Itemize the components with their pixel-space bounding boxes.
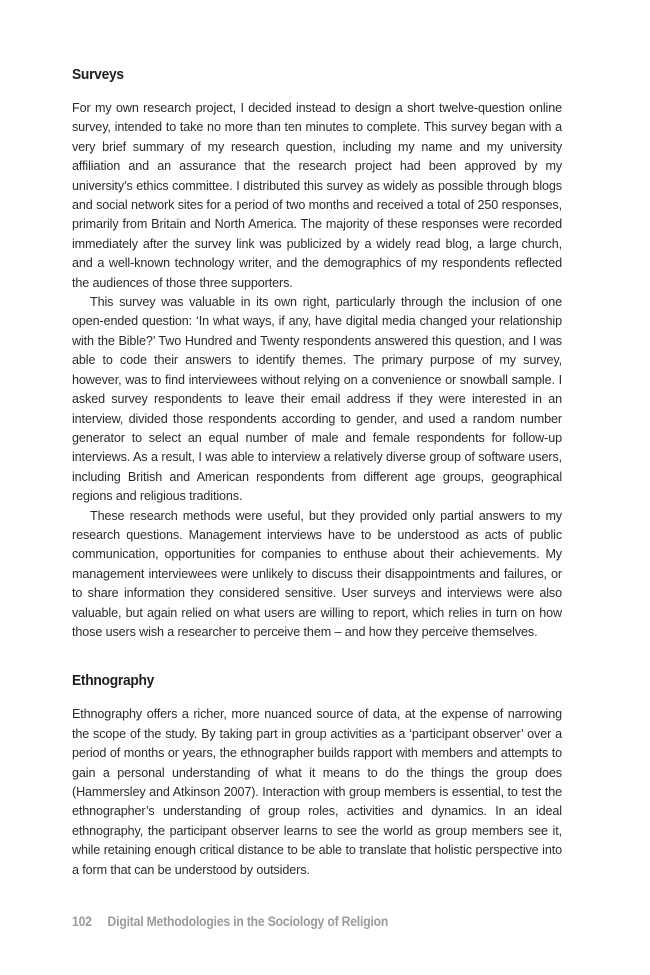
paragraph: For my own research project, I decided instead to design a short twelve-question online survey, intended to take no more than ten minutes to complete. This survey began with a very brief summary of my research question, including my name and my university affiliation and an assurance that the research project had been approved by my university’s ethics committee. I distributed this survey as widely as possible through blogs and social network sites for a period of two months and received a total of 250 responses, primarily from Britain and North America. The majority of these responses were recorded immediately after the survey link was publicized by a widely read blog, a large church, and a well-known technology writer, and the demographics of my respondents reflected the audiences of those three supporters.	[72, 101, 562, 290]
section-spacer	[72, 642, 562, 670]
running-footer	[72, 914, 522, 929]
paragraph: This survey was valuable in its own right, particularly through the inclusion of one open-ended question: ‘In what ways, if any, have digital media changed your relationship with the Bible?’ Two Hundred and Twenty respondents answered this question, and I was able to code their answers to identify themes. The primary purpose of my survey, however, was to find interviewees without relying on a convenience or snowball sample. I asked survey respondents to leave their email address if they were interested in an interview, divided those respondents according to gender, and used a random number generator to select an equal number of male and female respondents for follow-up interviews. As a result, I was able to interview a relatively diverse group of software users, including British and American respondents from different age groups, geographical regions and religious traditions.	[72, 295, 562, 504]
section-heading-surveys: Surveys	[72, 66, 124, 83]
book-title: Digital Methodologies in the Sociology of Religion	[107, 914, 389, 929]
page-number: 102	[72, 914, 92, 929]
paragraph: These research methods were useful, but they provided only partial answers to my research questions. Management interviews have to be understood as acts of public communication, opportunities for companies to enthuse about their achievements. My management interviewees were unlikely to discuss their disappointments and failures, or to share information they considered sensitive. User surveys and interviews were also valuable, but again relied on what users are willing to report, which relies in turn on how those users wish a researcher to perceive them – and how they perceive themselves.	[72, 508, 562, 639]
page-body	[72, 64, 562, 880]
section-heading-ethnography: Ethnography	[72, 672, 155, 690]
paragraph: Ethnography offers a richer, more nuanced source of data, at the expense of narrowing the scope of the study. By taking part in group activities as a ‘participant observer’ over a period of months or years, the ethnographer builds rapport with members and attempts to gain a personal understanding of what it means to do the things the group does (Hammersley and Atkinson 2007). Interaction with group members is essential, to test the ethnographer’s understanding of group roles, activities and dynamics. In an ideal ethnography, the participant observer learns to see the world as group members see it, while retaining enough critical distance to be able to translate that holistic perspective into a form that can be understood by outsiders.	[72, 707, 562, 877]
